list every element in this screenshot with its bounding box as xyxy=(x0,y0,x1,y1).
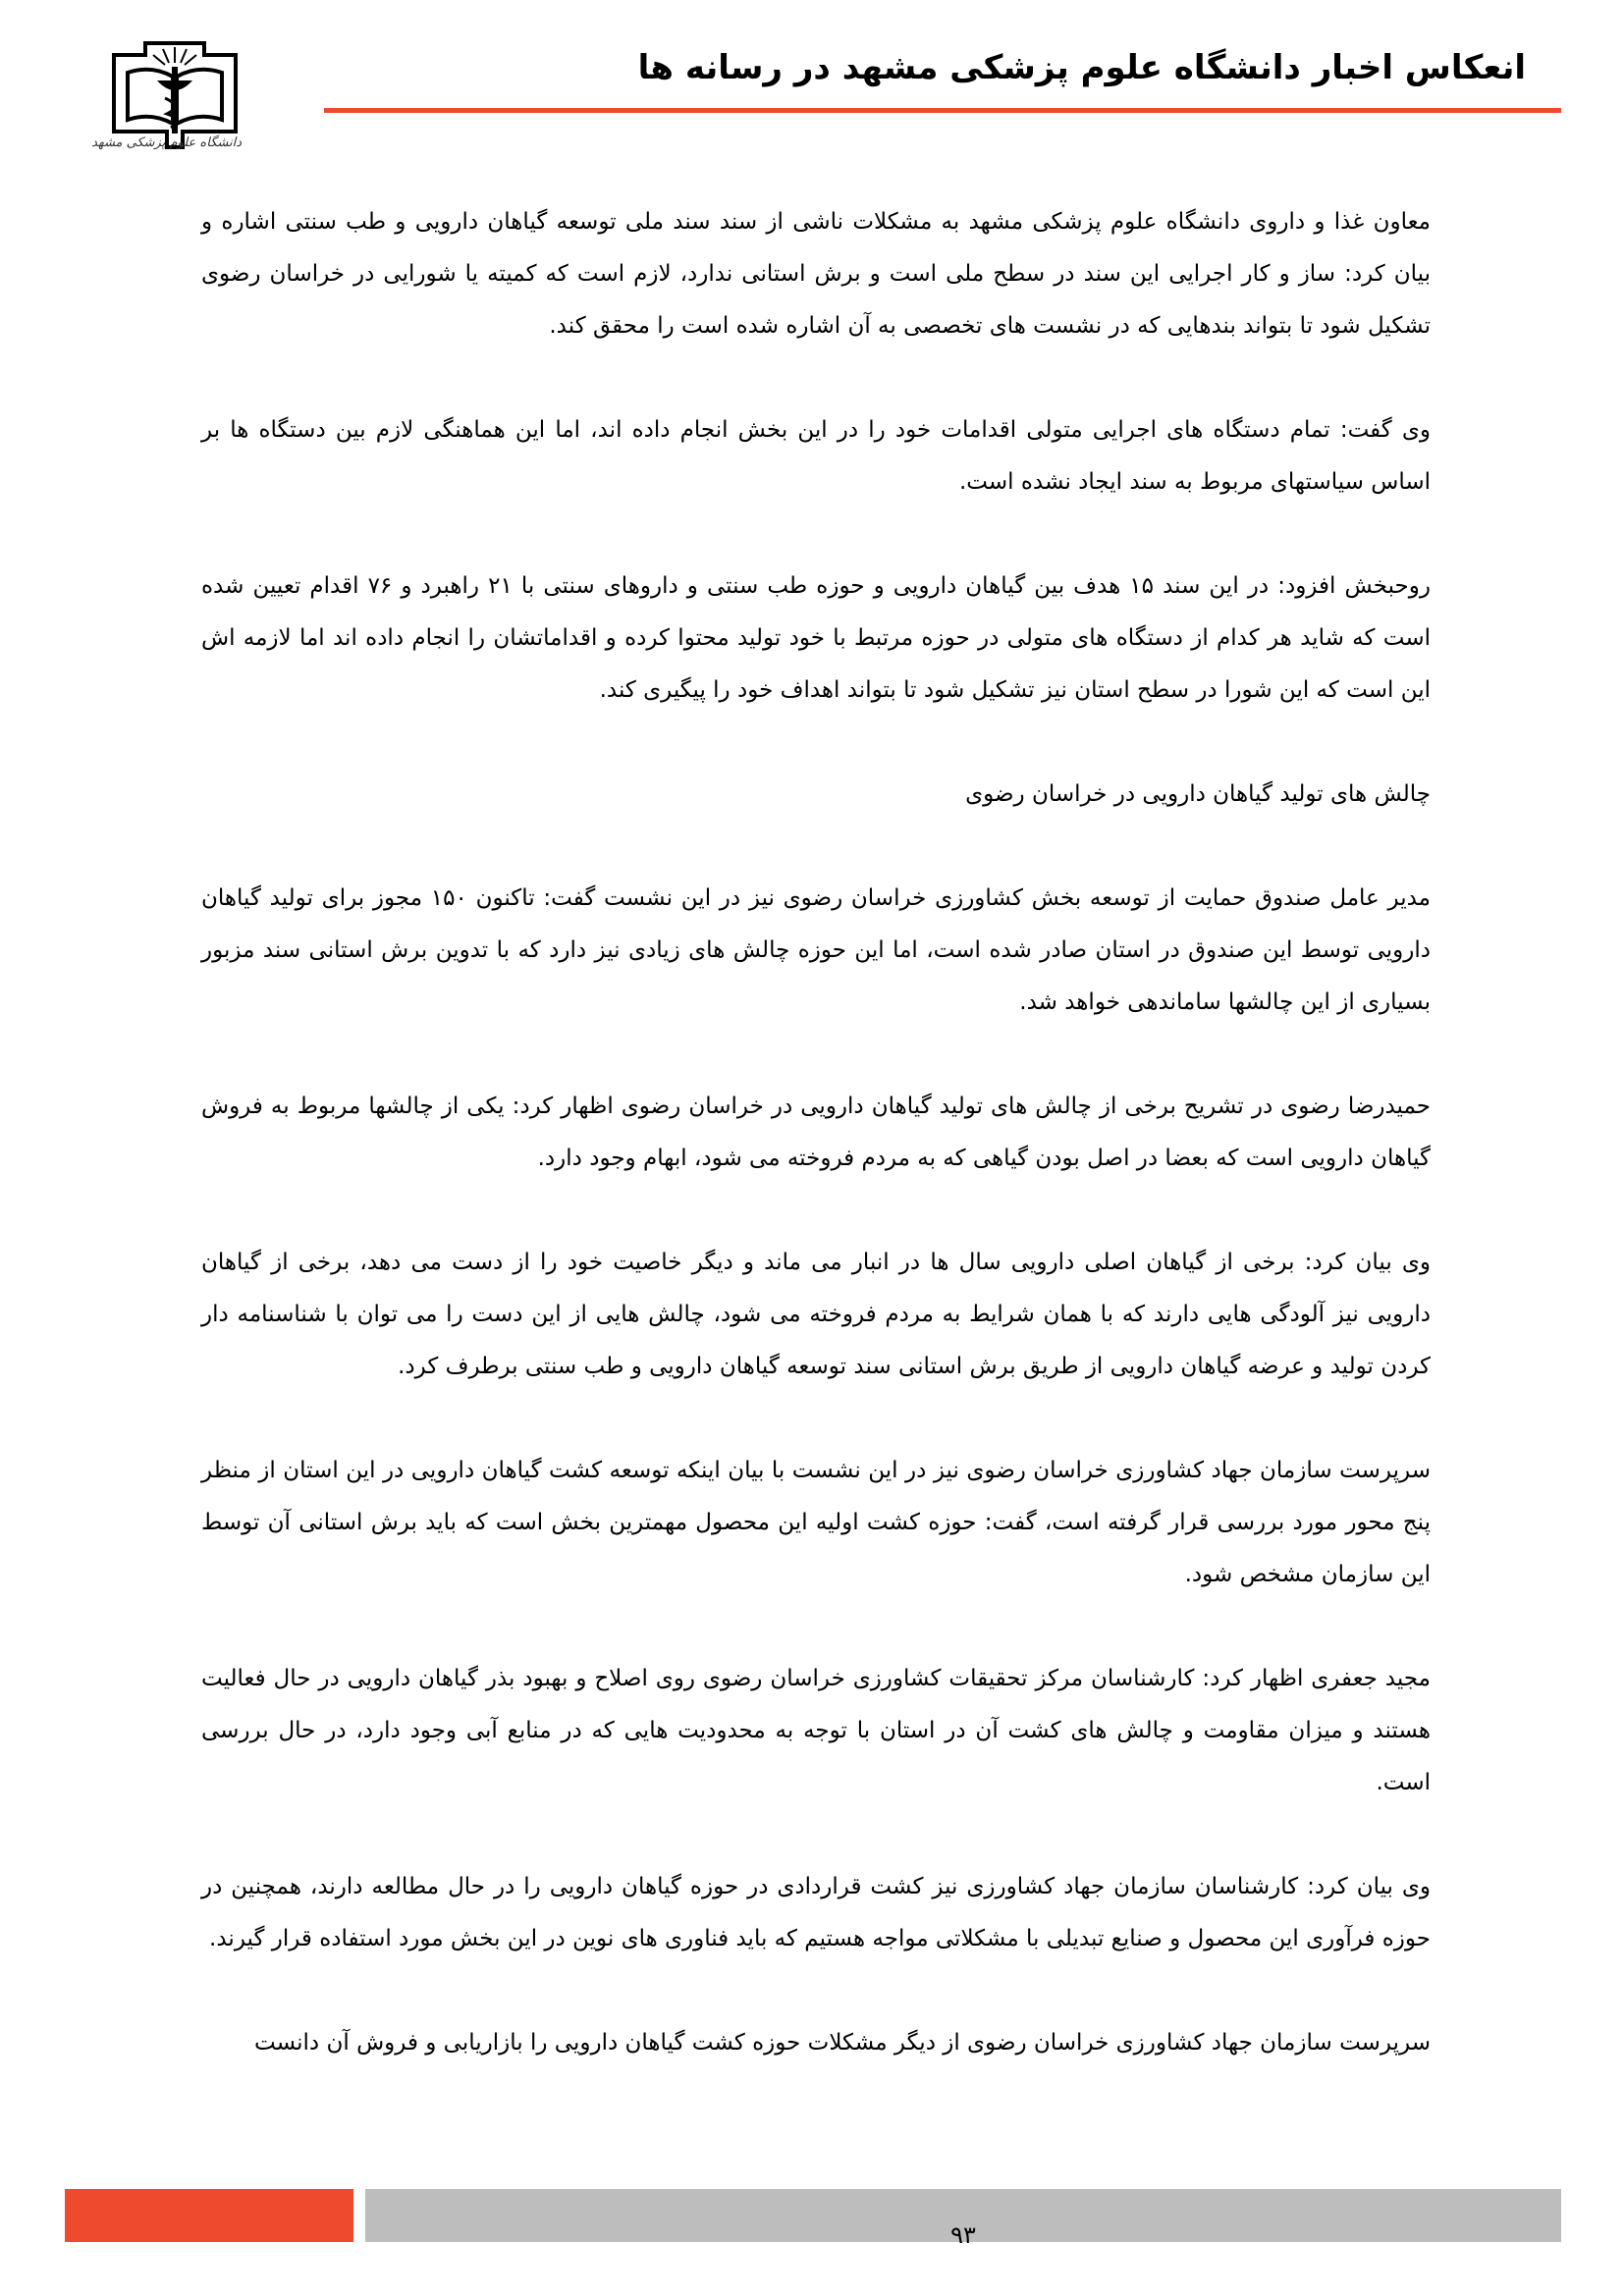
university-logo-icon xyxy=(91,37,244,175)
paragraph: معاون غذا و داروی دانشگاه علوم پزشکی مشهد به مشکلات ناشی از سند سند ملی توسعه گیاهان دارویی و طب سنتی اشاره و بیان کرد: ساز و کار اجرایی این سند در سطح ملی است و برش استانی ندارد، لازم است که کمیته یا شورایی در خراسان رضوی تشکیل شود تا بتواند بندهایی که در نشست های تخصصی به آن اشاره شده است را محقق کند. xyxy=(201,209,1431,339)
header-divider xyxy=(324,108,1561,113)
paragraph: مجید جعفری اظهار کرد: کارشناسان مرکز تحقیقات کشاورزی خراسان رضوی روی اصلاح و بهبود بذر گیاهان دارویی در حال فعالیت هستند و میزان مقاومت و چالش های کشت آن در استان با توجه به محدودیت هایی که در منابع آبی وجود دارد، در حال بررسی است. xyxy=(201,1666,1431,1795)
section-heading: چالش های تولید گیاهان دارویی در خراسان رضوی xyxy=(965,781,1431,807)
page-number: ۹۳ xyxy=(950,2221,976,2249)
logo-caption: دانشگاه علوم پزشکی مشهد xyxy=(91,135,242,150)
paragraph: حمیدرضا رضوی در تشریح برخی از چالش های تولید گیاهان دارویی در خراسان رضوی اظهار کرد: یکی از چالشها مربوط به فروش گیاهان دارویی است که بعضا در اصل بودن گیاهی که به مردم فروخته می شود، ابهام وجود دارد. xyxy=(201,1094,1431,1171)
paragraph: سرپرست سازمان جهاد کشاورزی خراسان رضوی نیز در این نشست با بیان اینکه توسعه کشت گیاهان دارویی در این استان از منظر پنج محور مورد بررسی قرار گرفته است، گفت: حوزه کشت اولیه این محصول مهمترین بخش است که باید برش استانی آن توسط این سازمان مشخص شود. xyxy=(201,1458,1431,1587)
footer-accent-bar xyxy=(65,2189,353,2242)
paragraph: روحبخش افزود: در این سند ۱۵ هدف بین گیاهان دارویی و حوزه طب سنتی و داروهای سنتی با ۲۱ راهبرد و ۷۶ اقدام تعیین شده است که شاید هر کدام از دستگاه های متولی در حوزه مرتبط با خود تولید محتوا کرده و اقداماتشان را انجام داده اند اما لازمه اش این است که این شورا در سطح استان نیز تشکیل شود تا بتواند اهداف خود را پیگیری کند. xyxy=(201,573,1431,703)
paragraph: وی گفت: تمام دستگاه های اجرایی متولی اقدامات خود را در این بخش انجام داده اند، اما این هماهنگی لازم بین دستگاه ها بر اساس سیاستهای مربوط به سند ایجاد نشده است. xyxy=(201,417,1431,495)
paragraph: وی بیان کرد: برخی از گیاهان اصلی دارویی سال ها در انبار می ماند و دیگر خاصیت خود را از دست می دهد، برخی از گیاهان دارویی نیز آلودگی هایی دارند که با همان شرایط به مردم فروخته می شود، چالش هایی از این دست را می توان با شناسنامه دار کردن تولید و عرضه گیاهان دارویی از طریق برش استانی سند توسعه گیاهان دارویی و طب سنتی برطرف کرد. xyxy=(201,1250,1431,1379)
paragraph: سرپرست سازمان جهاد کشاورزی خراسان رضوی از دیگر مشکلات حوزه کشت گیاهان دارویی را بازاریابی و فروش آن دانست xyxy=(254,2030,1431,2056)
paragraph: وی بیان کرد: کارشناسان سازمان جهاد کشاورزی نیز کشت قراردادی در حوزه گیاهان دارویی را در حال مطالعه دارند، همچنین در حوزه فرآوری این محصول و صنایع تبدیلی با مشکلاتی مواجه هستیم که باید فناوری های نوین در این بخش مورد استفاده قرار گیرند. xyxy=(201,1874,1431,1951)
page-title: انعکاس اخبار دانشگاه علوم پزشکی مشهد در رسانه ها xyxy=(637,48,1526,87)
article-body xyxy=(201,196,1431,2121)
paragraph: مدیر عامل صندوق حمایت از توسعه بخش کشاورزی خراسان رضوی نیز در این نشست گفت: تاکنون ۱۵۰ مجوز برای تولید گیاهان دارویی توسط این صندوق در استان صادر شده است، اما این حوزه چالش های زیادی نیز دارد که با تدوین برش استانی سند مزبور بسیاری از این چالشها ساماندهی خواهد شد. xyxy=(201,885,1431,1015)
